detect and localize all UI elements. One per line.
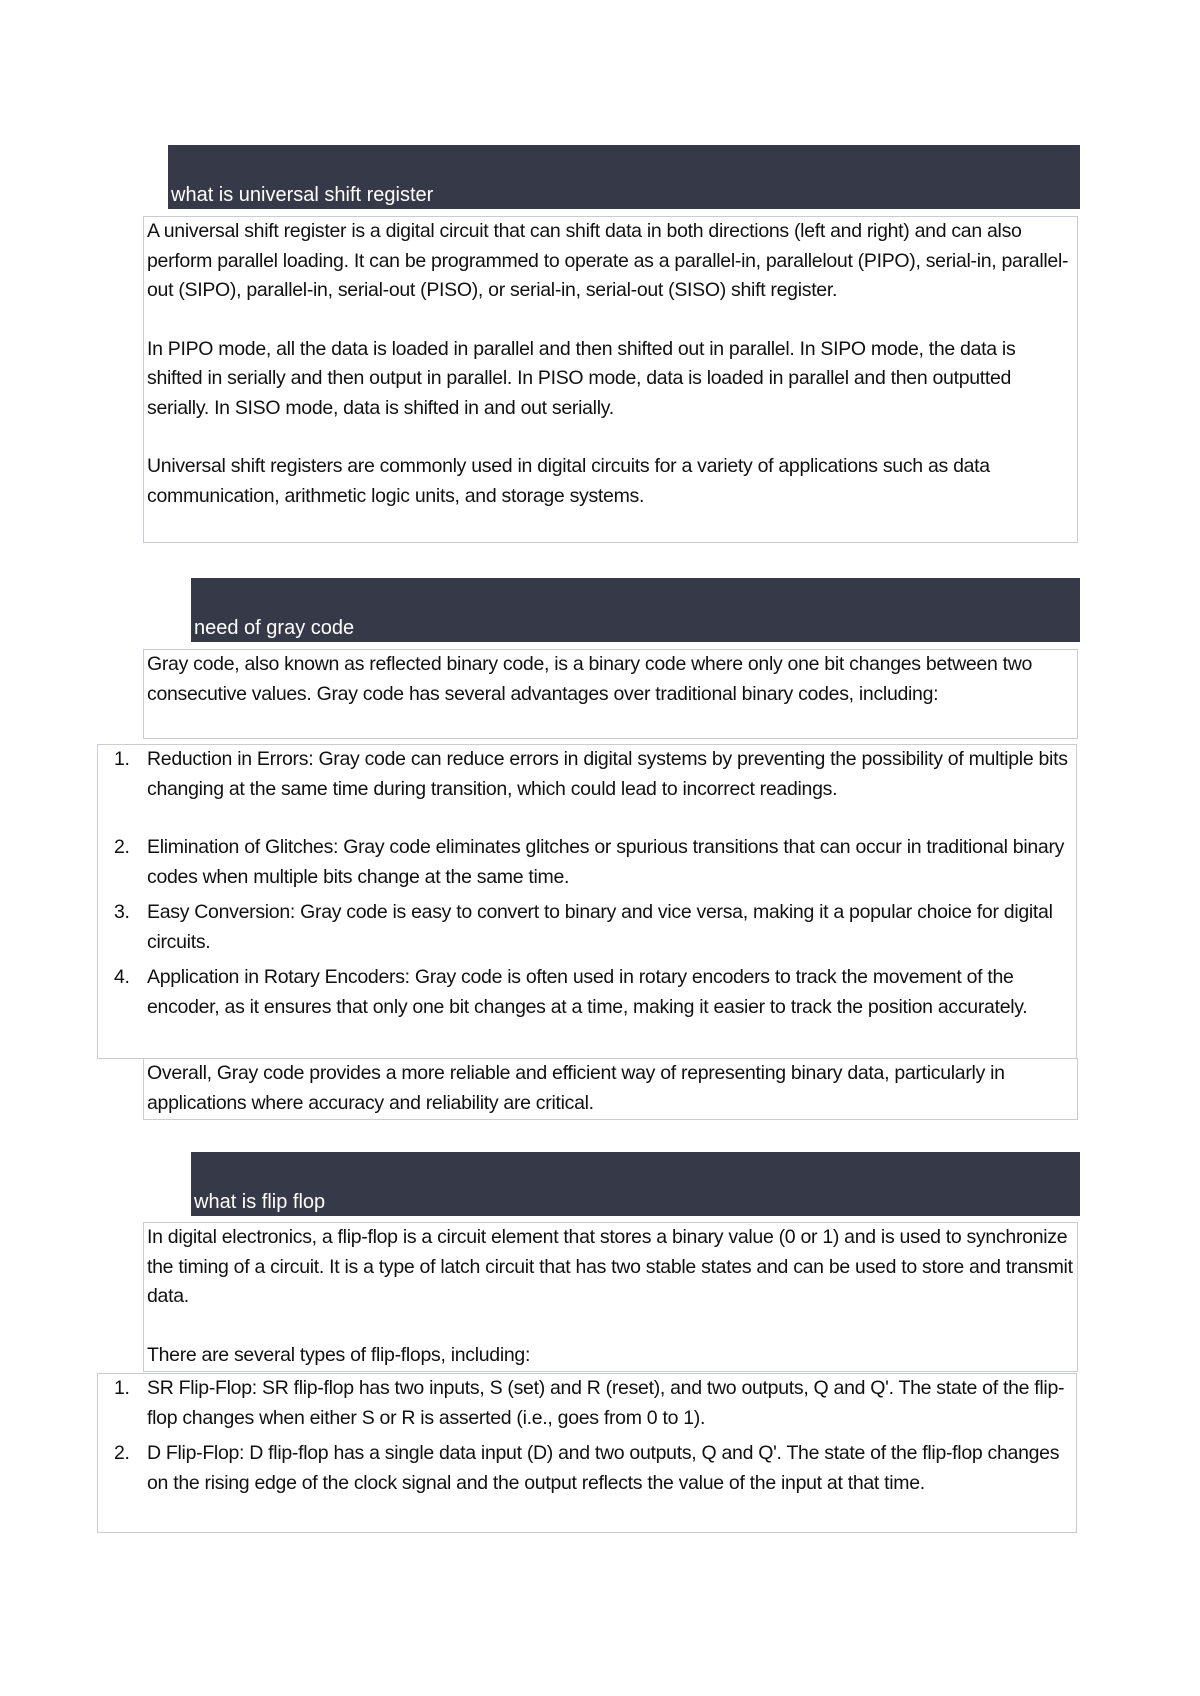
gray-code-intro (143, 649, 1078, 739)
paragraph: In PIPO mode, all the data is loaded in parallel and then shifted out in parallel. In SIPO mode, the data is shifted in serially and then output in parallel. In PISO mode, data is loaded in parallel and then outputted serially. In SISO mode, data is shifted in and out serially. (147, 337, 1016, 419)
gray-code-conclusion (143, 1058, 1078, 1120)
paragraph: There are several types of flip-flops, including: (147, 1343, 531, 1366)
heading-text: what is flip flop (194, 1191, 326, 1213)
paragraph: Gray code, also known as reflected binary code, is a binary code where only one bit changes between two consecutive values. Gray code has several advantages over traditional binary codes, including: (147, 653, 1033, 705)
answer-universal-shift-register (143, 216, 1078, 543)
list-item: 3. Easy Conversion: Gray code is easy to convert to binary and vice versa, making it a popular choice for digital circuits. (114, 901, 1053, 953)
paragraph: A universal shift register is a digital circuit that can shift data in both directions (left and right) and can also perform parallel loading. It can be programmed to operate as a parallel-in, parallelout (PIPO), serial-in, parallel-out (SIPO), parallel-in, serial-out (PISO), or serial-in, serial-out (SISO) shift register. (147, 220, 1069, 301)
heading-text: need of gray code (194, 617, 355, 639)
heading-text: what is universal shift register (171, 184, 434, 206)
list-item: 4. Application in Rotary Encoders: Gray code is often used in rotary encoders to track the movement of the encoder, as it ensures that only one bit changes at a time, making it easier to track the position accurately. (114, 966, 1028, 1018)
heading-what-is-flip-flop (191, 1152, 1080, 1216)
list-item: 1. Reduction in Errors: Gray code can reduce errors in digital systems by preventing the possibility of multiple bits changing at the same time during transition, which could lead to incorrect readings. (114, 748, 1068, 800)
list-item: 2. D Flip-Flop: D flip-flop has a single data input (D) and two outputs, Q and Q'. The state of the flip-flop changes on the rising edge of the clock signal and the output reflects the value of the input at that time. (114, 1442, 1060, 1494)
paragraph: Overall, Gray code provides a more reliable and efficient way of representing binary data, particularly in applications where accuracy and reliability are critical. (147, 1062, 1005, 1114)
flip-flop-types-list (97, 1373, 1077, 1533)
paragraph: In digital electronics, a flip-flop is a circuit element that stores a binary value (0 or 1) and is used to synchronize the timing of a circuit. It is a type of latch circuit that has two stable states and can be used to store and transmit data. (147, 1226, 1073, 1307)
heading-universal-shift-register (168, 145, 1080, 209)
paragraph: Universal shift registers are commonly used in digital circuits for a variety of applications such as data communication, arithmetic logic units, and storage systems. (147, 455, 990, 507)
answer-flip-flop (143, 1222, 1078, 1372)
list-item: 2. Elimination of Glitches: Gray code eliminates glitches or spurious transitions that can occur in traditional binary codes when multiple bits change at the same time. (114, 836, 1065, 888)
heading-need-of-gray-code (191, 578, 1080, 642)
list-item: 1. SR Flip-Flop: SR flip-flop has two inputs, S (set) and R (reset), and two outputs, Q and Q'. The state of the flip-flop changes when either S or R is asserted (i.e., goes from 0 to 1). (114, 1377, 1065, 1429)
gray-code-advantages-list (97, 744, 1077, 1059)
